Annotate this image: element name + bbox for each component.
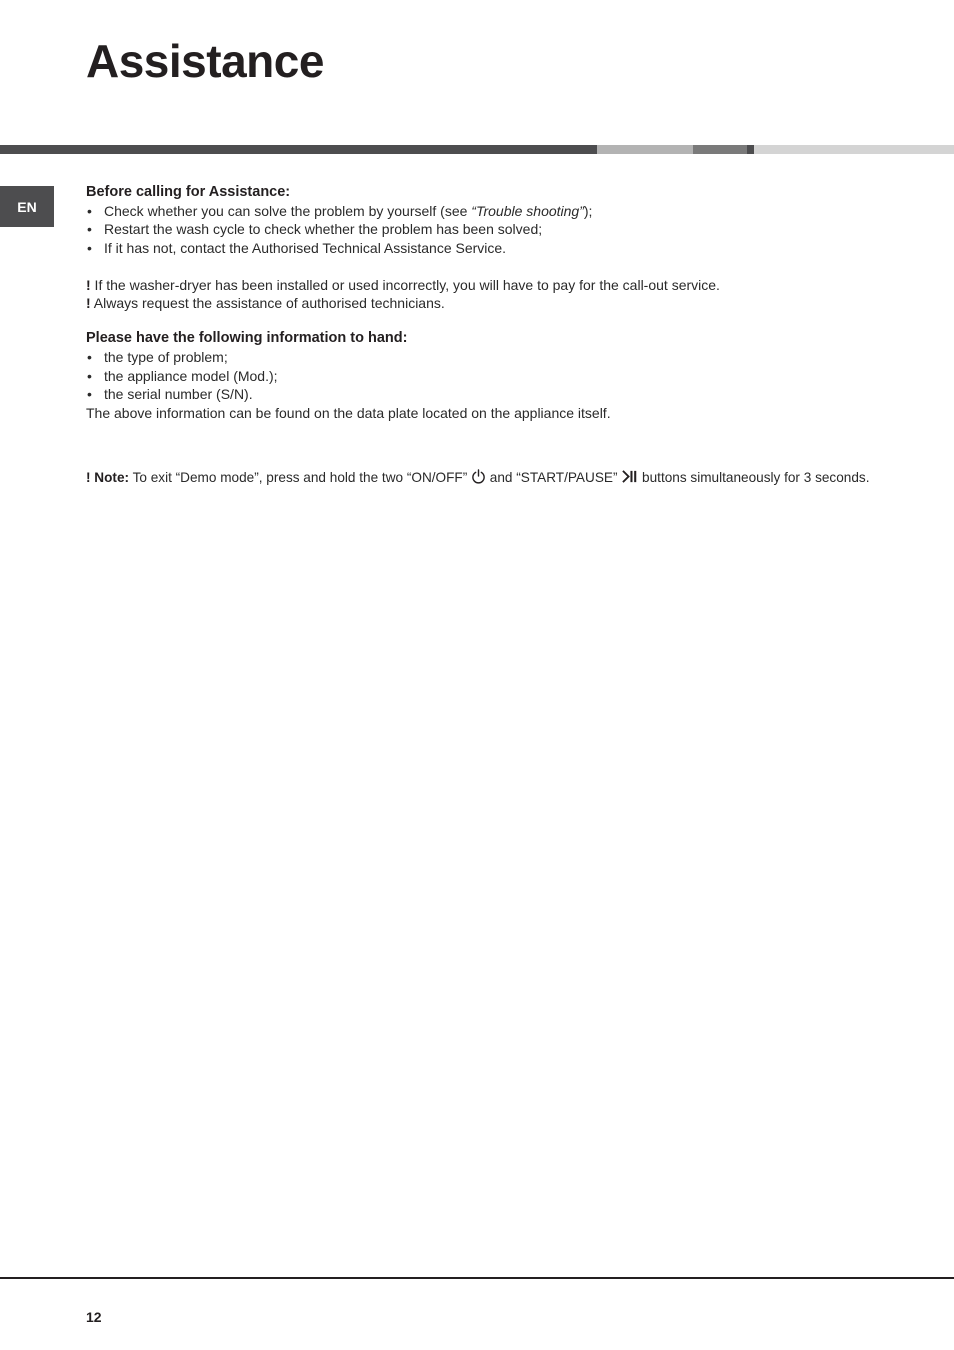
warning-mark: ! (86, 276, 91, 293)
header-divider-bar (0, 145, 954, 154)
note-text: buttons simultaneously for 3 seconds. (638, 470, 870, 485)
list-item: • the type of problem; (86, 348, 926, 366)
list-item-text: ); (583, 203, 593, 219)
warning-text: If the washer-dryer has been installed or used incorrectly, you will have to pay for the call-out service. (90, 276, 720, 293)
warning-mark: ! (86, 295, 91, 312)
warning-text: Always request the assistance of authorised technicians. (90, 295, 445, 312)
list-item: • If it has not, contact the Authorised Technical Assistance Service. (86, 239, 926, 257)
trouble-shooting-reference: “Trouble shooting” (471, 203, 584, 219)
data-plate-info: The above information can be found on the data plate located on the appliance itself. (86, 404, 611, 421)
information-list (86, 348, 926, 403)
divider-segment (693, 145, 747, 154)
section-heading-before-calling: Before calling for Assistance: (86, 184, 291, 200)
page-number: 12 (86, 1309, 102, 1325)
before-calling-list (86, 202, 926, 257)
page-title: Assistance (86, 35, 324, 87)
list-item (86, 202, 926, 220)
main-content (86, 183, 926, 422)
divider-segment (754, 145, 954, 154)
start-pause-icon (621, 469, 638, 487)
divider-segment (747, 145, 754, 154)
demo-mode-note (86, 469, 870, 487)
divider-segment (597, 145, 693, 154)
note-text: and “START/PAUSE” (486, 470, 622, 485)
list-item: • the serial number (S/N). (86, 385, 926, 403)
note-label: Note: (90, 470, 130, 485)
section-heading-information: Please have the following information to hand: (86, 330, 408, 347)
divider-segment (0, 145, 597, 154)
list-item-text: Check whether you can solve the problem by yourself (see (104, 203, 472, 219)
language-tab: EN (0, 186, 54, 227)
note-text: To exit “Demo mode”, press and hold the two “ON/OFF” (129, 470, 472, 485)
list-item: • Restart the wash cycle to check whether the problem has been solved; (86, 220, 926, 238)
warning-line (86, 294, 926, 312)
power-icon (471, 469, 486, 487)
footer-divider (0, 1277, 954, 1279)
warning-line (86, 276, 926, 294)
note-mark: ! (86, 470, 91, 485)
list-item: • the appliance model (Mod.); (86, 367, 926, 385)
